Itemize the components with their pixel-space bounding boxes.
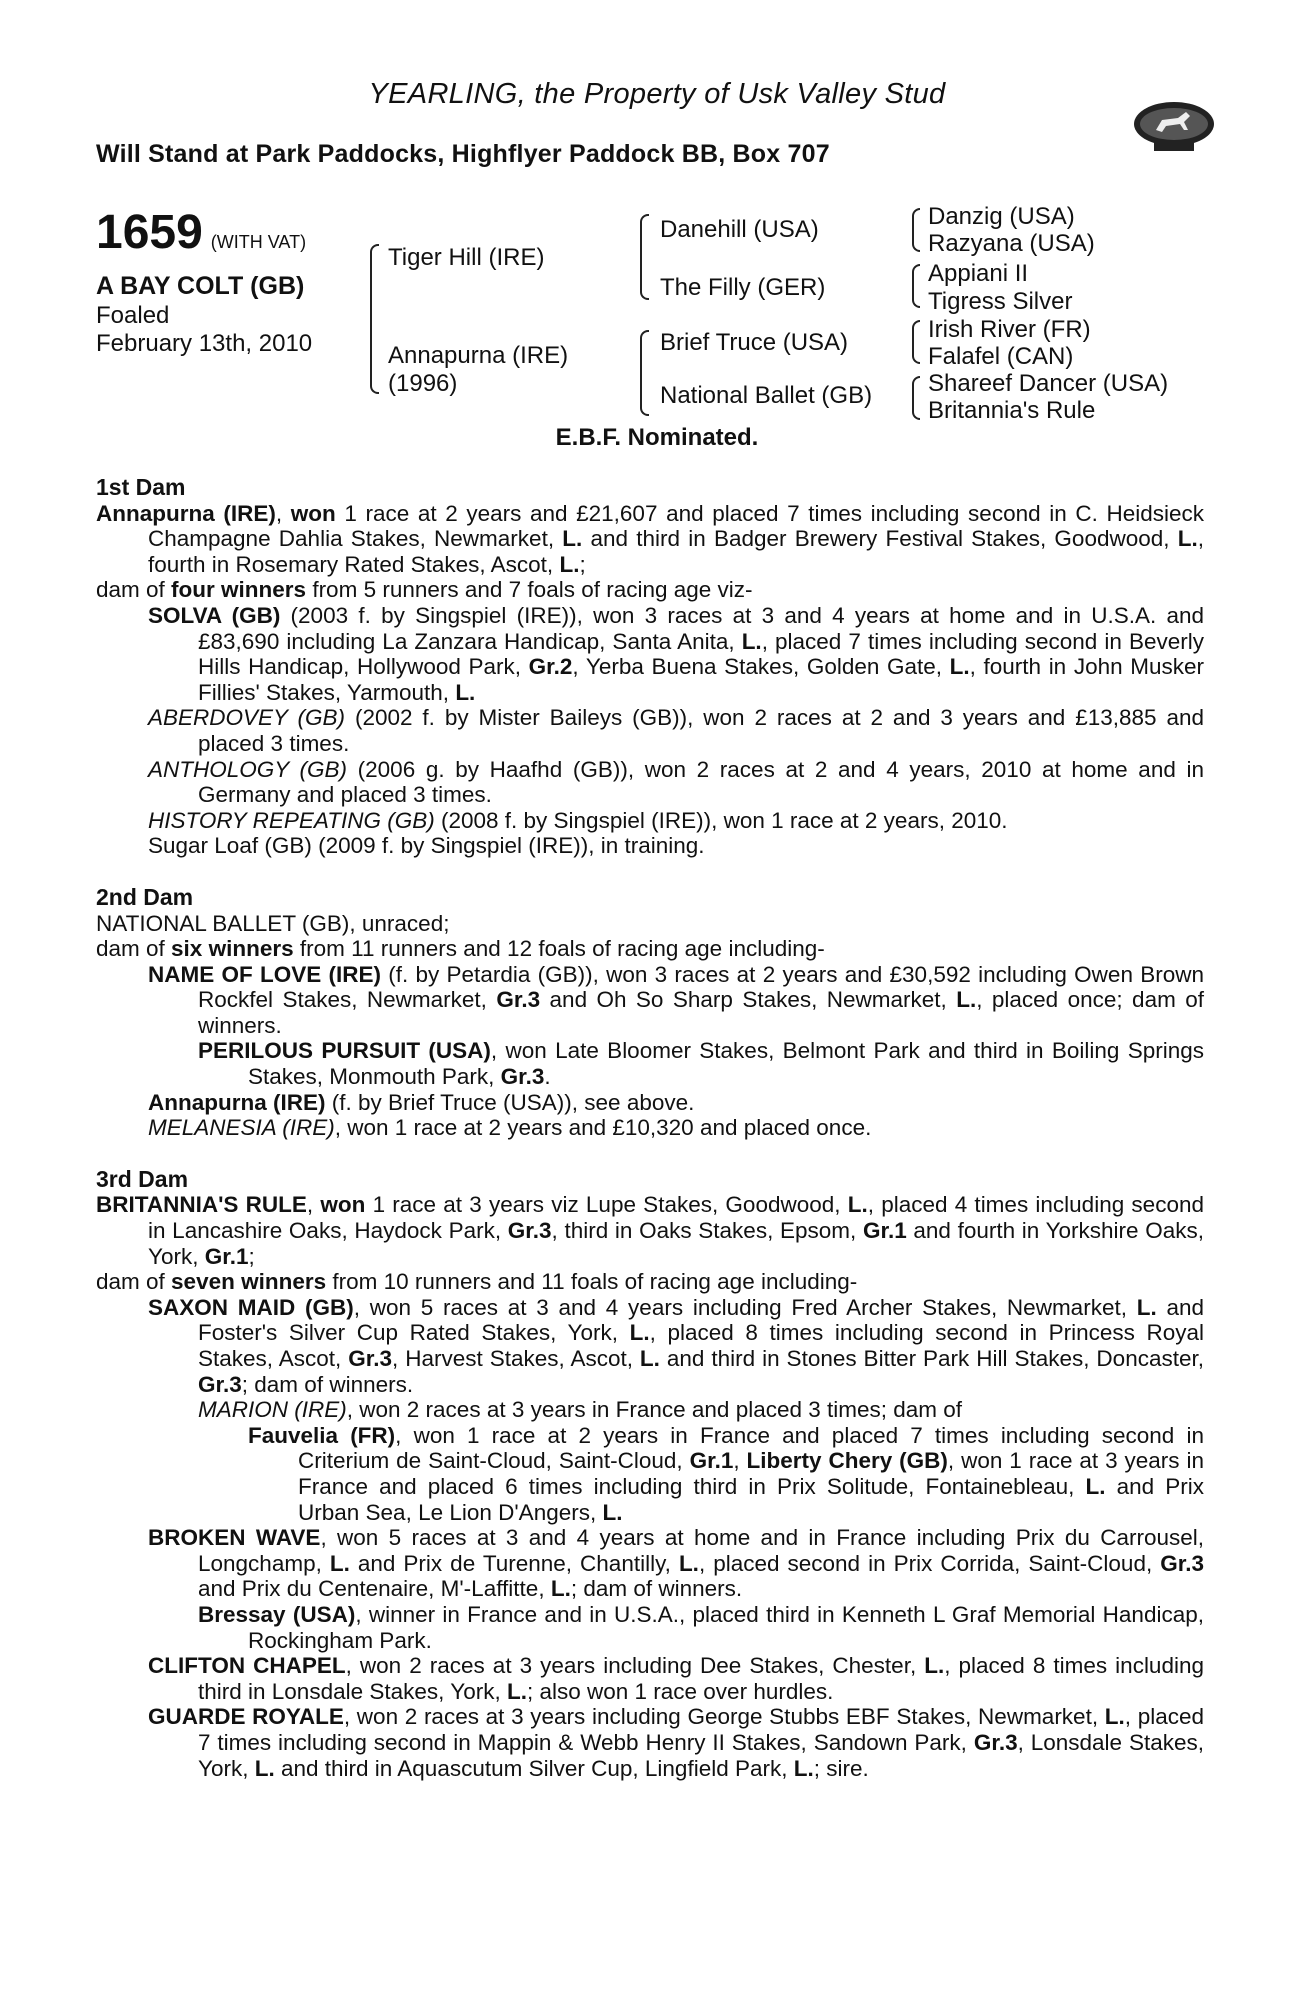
- list-item: ABERDOVEY (GB) (2002 f. by Mister Baileys (GB)), won 2 races at 2 and 3 years and £13,885 and placed 3 times.: [148, 705, 1204, 756]
- pedigree-brace-g2: [912, 264, 920, 308]
- first-dam-produce: dam of four winners from 5 runners and 7 foals of racing age viz-: [96, 577, 753, 603]
- pedigree-sire: Tiger Hill (IRE): [388, 244, 545, 271]
- list-item: Fauvelia (FR), won 1 race at 2 years in France and placed 7 times including second in Criterium de Saint-Cloud, Saint-Cloud, Gr.1, Liberty Chery (GB), won 1 race at 3 years in France and placed 6 times including third in Prix Solitude, Fontainebleau, L. and Prix Urban Sea, Le Lion D'Angers, L.: [248, 1422, 1204, 1525]
- list-item: NAME OF LOVE (IRE) (f. by Petardia (GB)), won 3 races at 2 years and £30,592 including Owen Brown Rockfel Stakes, Newmarket, Gr.3 and Oh So Sharp Stakes, Newmarket, L., placed once; dam of winners.: [148, 961, 1205, 1038]
- lot-description: A BAY COLT (GB): [96, 272, 305, 300]
- lot-header: [96, 205, 306, 260]
- pedigree-dam-year: (1996): [388, 370, 458, 397]
- third-dam-entry: BRITANNIA'S RULE, won 1 race at 3 years viz Lupe Stakes, Goodwood, L., placed 4 times including second in Lancashire Oaks, Haydock Park, Gr.3, third in Oaks Stakes, Epsom, Gr.1 and fourth in Yorkshire Oaks, York, Gr.1;: [96, 1192, 1204, 1269]
- list-item: MARION (IRE), won 2 races at 3 years in France and placed 3 times; dam of: [198, 1397, 963, 1423]
- list-item: ANTHOLOGY (GB) (2006 g. by Haafhd (GB)), won 2 races at 2 and 4 years, 2010 at home and in Germany and placed 3 times.: [148, 756, 1204, 808]
- foaled-date: February 13th, 2010: [96, 330, 313, 357]
- list-item: BROKEN WAVE, won 5 races at 3 and 4 years at home and in France including Prix du Carrousel, Longchamp, L. and Prix de Turenne, Chantilly, L., placed second in Prix Corrida, Saint-Cloud, Gr.3 and Prix du Centenaire, M'-Laffitte, L.; dam of winners.: [148, 1525, 1205, 1602]
- pedigree-sire-sire: Danehill (USA): [660, 216, 819, 243]
- pedigree-g2: Razyana (USA): [928, 230, 1095, 257]
- second-dam-produce: dam of six winners from 11 runners and 12 foals of racing age including-: [96, 936, 825, 962]
- pedigree-brace-g1: [912, 208, 920, 252]
- pedigree-dam: Annapurna (IRE): [388, 342, 569, 369]
- pedigree-brace-g3: [912, 320, 920, 364]
- first-dam-heading: 1st Dam: [96, 474, 186, 500]
- pedigree-g7: Shareef Dancer (USA): [928, 370, 1169, 397]
- second-dam-heading: 2nd Dam: [96, 883, 194, 910]
- ebf-nominated: E.B.F. Nominated.: [555, 424, 759, 451]
- list-item: CLIFTON CHAPEL, won 2 races at 3 years including Dee Stakes, Chester, L., placed 8 times including third in Lonsdale Stakes, York, L.; also won 1 race over hurdles.: [148, 1653, 1204, 1704]
- pedigree-g1: Danzig (USA): [928, 203, 1075, 230]
- stand-location: Will Stand at Park Paddocks, Highflyer Paddock BB, Box 707: [96, 140, 830, 168]
- catalogue-body: [96, 475, 1204, 1781]
- pedigree-brace-sire: [640, 214, 649, 300]
- list-item: GUARDE ROYALE, won 2 races at 3 years including George Stubbs EBF Stakes, Newmarket, L., placed 7 times including second in Mappin & Webb Henry II Stakes, Sandown Park, Gr.3, Lonsdale Stakes, York, L. and third in Aquascutum Silver Cup, Lingfield Park, L.; sire.: [148, 1704, 1204, 1781]
- third-dam-heading: 3rd Dam: [96, 1165, 189, 1192]
- list-item: MELANESIA (IRE), won 1 race at 2 years and £10,320 and placed once.: [148, 1115, 872, 1141]
- pedigree-brace-main: [370, 244, 379, 394]
- list-item: SOLVA (GB) (2003 f. by Singspiel (IRE)), won 3 races at 3 and 4 years at home and in U.S.A. and £83,690 including La Zanzara Handicap, Santa Anita, L., placed 7 times including second in Beverly Hills Handicap, Hollywood Park, Gr.2, Yerba Buena Stakes, Golden Gate, L., fourth in John Musker Fillies' Stakes, Yarmouth, L.: [148, 602, 1204, 705]
- pedigree-brace-dam: [640, 330, 649, 416]
- list-item: SAXON MAID (GB), won 5 races at 3 and 4 years including Fred Archer Stakes, Newmarket, L. and Foster's Silver Cup Rated Stakes, York, L., placed 8 times including second in Princess Royal Stakes, Ascot, Gr.3, Harvest Stakes, Ascot, L. and third in Stones Bitter Park Hill Stakes, Doncaster, Gr.3; dam of winners.: [148, 1294, 1204, 1397]
- pedigree-dam-dam: National Ballet (GB): [660, 382, 873, 409]
- pedigree-g6: Falafel (CAN): [928, 343, 1074, 370]
- list-item: Sugar Loaf (GB) (2009 f. by Singspiel (IRE)), in training.: [148, 833, 705, 859]
- second-dam-entry: NATIONAL BALLET (GB), unraced;: [96, 910, 450, 936]
- list-item: HISTORY REPEATING (GB) (2008 f. by Singspiel (IRE)), won 1 race at 2 years, 2010.: [148, 807, 1008, 833]
- pedigree-g5: Irish River (FR): [928, 316, 1091, 343]
- lot-number: 1659: [96, 206, 203, 259]
- first-dam-entry: Annapurna (IRE), won 1 race at 2 years and £21,607 and placed 7 times including second in C. Heidsieck Champagne Dahlia Stakes, Newmarket, L. and third in Badger Brewery Festival Stakes, Goodwood, L., fourth in Rosemary Rated Stakes, Ascot, L.;: [96, 500, 1204, 577]
- page-title: YEARLING, the Property of Usk Valley Stud: [368, 78, 946, 110]
- pedigree-brace-g4: [912, 376, 920, 420]
- foaled-info: [96, 302, 312, 358]
- third-dam-produce: dam of seven winners from 10 runners and 11 foals of racing age including-: [96, 1269, 858, 1295]
- list-item: PERILOUS PURSUIT (USA), won Late Bloomer Stakes, Belmont Park and third in Boiling Springs Stakes, Monmouth Park, Gr.3.: [198, 1038, 1205, 1090]
- list-item: Bressay (USA), winner in France and in U.S.A., placed third in Kenneth L Graf Memorial Handicap, Rockingham Park.: [198, 1601, 1204, 1653]
- vat-label: (WITH VAT): [210, 232, 307, 252]
- yearling-bonus-badge-icon: [1132, 98, 1216, 154]
- pedigree-g4: Tigress Silver: [928, 288, 1073, 315]
- pedigree-sire-dam: The Filly (GER): [660, 274, 826, 301]
- foaled-label: Foaled: [96, 302, 170, 329]
- list-item: Annapurna (IRE) (f. by Brief Truce (USA)), see above.: [148, 1089, 695, 1115]
- pedigree-g8: Britannia's Rule: [928, 397, 1096, 424]
- pedigree-g3: Appiani II: [928, 260, 1029, 287]
- pedigree-dam-sire: Brief Truce (USA): [660, 329, 849, 356]
